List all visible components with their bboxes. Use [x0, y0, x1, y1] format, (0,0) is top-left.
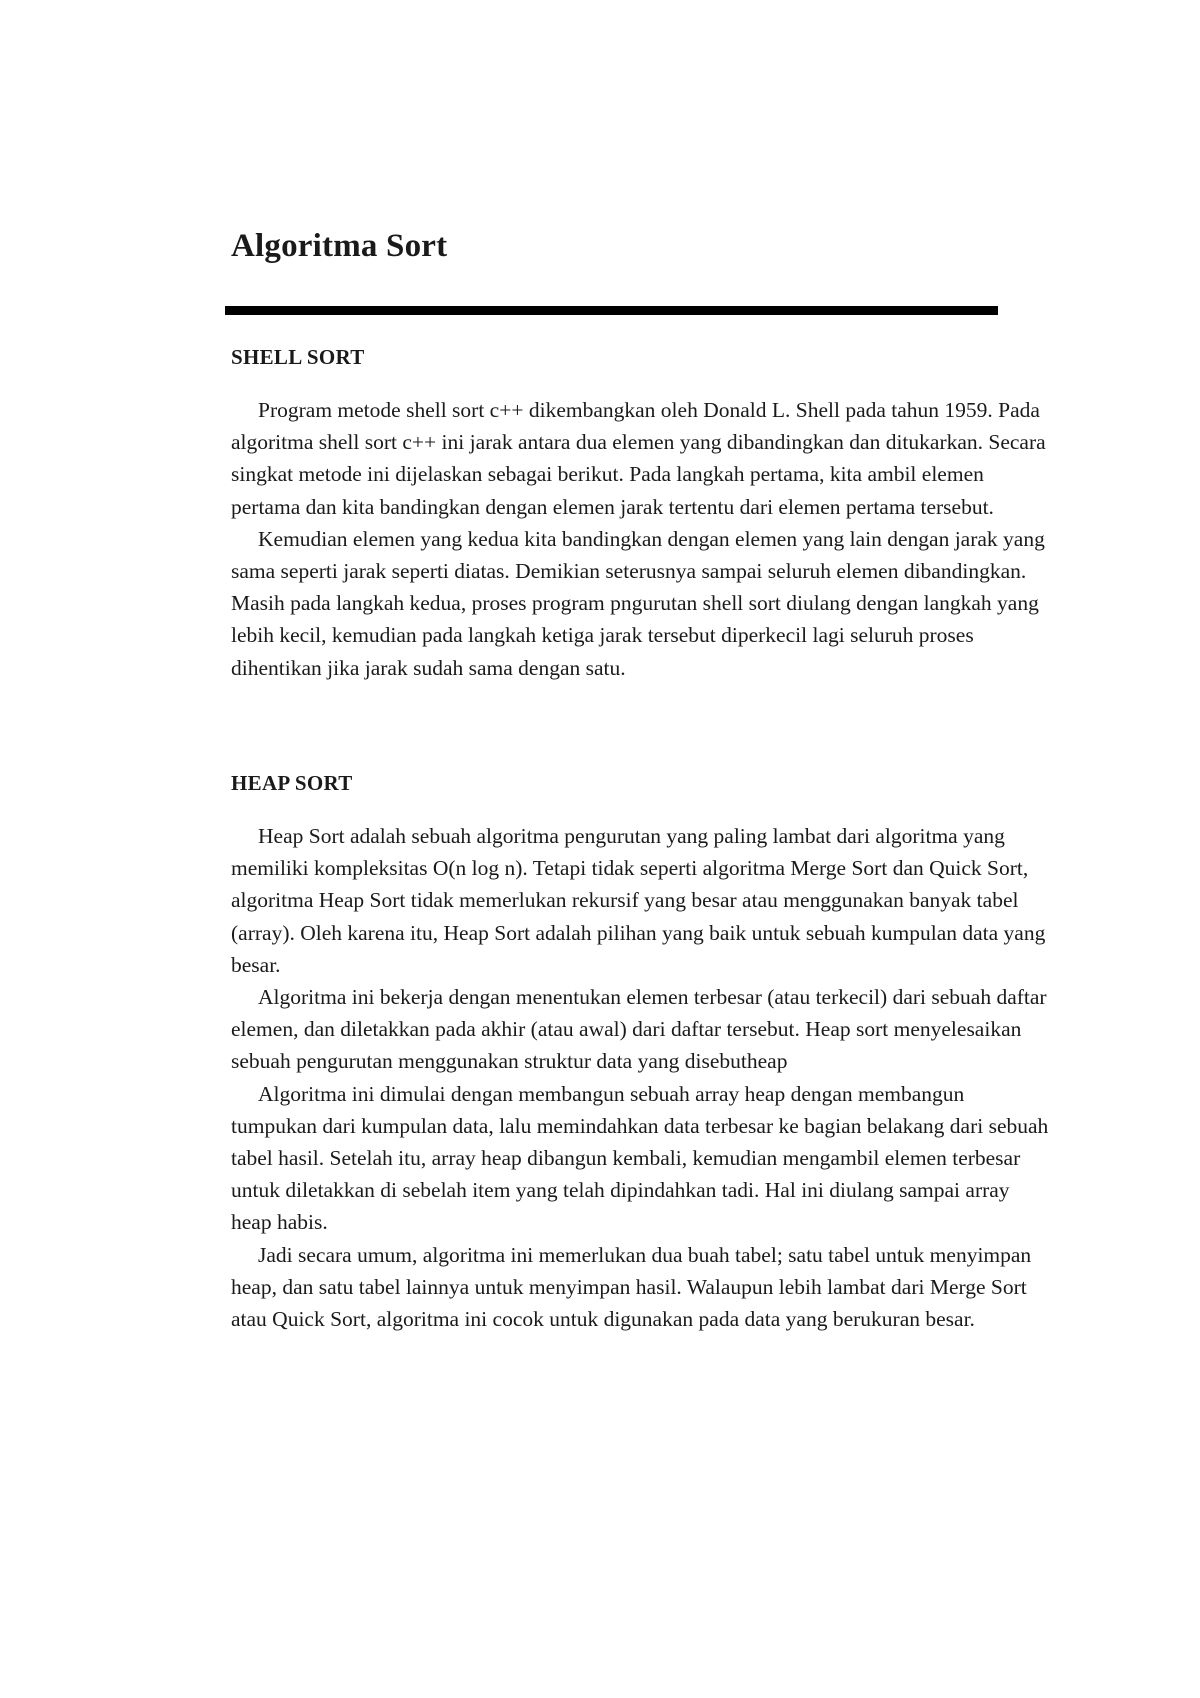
title-divider — [225, 306, 998, 315]
section-body-shell-sort — [231, 394, 1051, 684]
paragraph: Program metode shell sort c++ dikembangkan oleh Donald L. Shell pada tahun 1959. Pada algoritma shell sort c++ ini jarak antara dua elemen yang dibandingkan dan ditukarkan. Secara singkat metode ini dijelaskan sebagai berikut. Pada langkah pertama, kita ambil elemen pertama dan kita bandingkan dengan elemen jarak tertentu dari elemen pertama tersebut. — [231, 398, 1046, 519]
page-title: Algoritma Sort — [231, 228, 448, 264]
paragraph: Heap Sort adalah sebuah algoritma pengurutan yang paling lambat dari algoritma yang memiliki kompleksitas O(n log n). Tetapi tidak seperti algoritma Merge Sort dan Quick Sort, algoritma Heap Sort tidak memerlukan rekursif yang besar atau menggunakan banyak tabel (array). Oleh karena itu, Heap Sort adalah pilihan yang baik untuk sebuah kumpulan data yang besar. — [231, 824, 1046, 977]
paragraph: Algoritma ini dimulai dengan membangun sebuah array heap dengan membangun tumpukan dari kumpulan data, lalu memindahkan data terbesar ke bagian belakang dari sebuah tabel hasil. Setelah itu, array heap dibangun kembali, kemudian mengambil elemen terbesar untuk diletakkan di sebelah item yang telah dipindahkan tadi. Hal ini diulang sampai array heap habis. — [231, 1081, 1049, 1235]
paragraph: Jadi secara umum, algoritma ini memerlukan dua buah tabel; satu tabel untuk menyimpan heap, dan satu tabel lainnya untuk menyimpan hasil. Walaupun lebih lambat dari Merge Sort atau Quick Sort, algoritma ini cocok untuk digunakan pada data yang berukuran besar. — [231, 1242, 1032, 1332]
section-heading-shell-sort: SHELL SORT — [231, 345, 365, 369]
paragraph: Algoritma ini bekerja dengan menentukan elemen terbesar (atau terkecil) dari sebuah daftar elemen, dan diletakkan pada akhir (atau awal) dari daftar tersebut. Heap sort menyelesaikan sebuah pengurutan menggunakan struktur data yang disebutheap — [231, 985, 1047, 1074]
section-heading-heap-sort: HEAP SORT — [231, 771, 353, 795]
section-body-heap-sort — [231, 820, 1051, 1335]
paragraph: Kemudian elemen yang kedua kita bandingkan dengan elemen yang lain dengan jarak yang sama seperti jarak seperti diatas. Demikian seterusnya sampai seluruh elemen dibandingkan. Masih pada langkah kedua, proses program pngurutan shell sort diulang dengan langkah yang lebih kecil, kemudian pada langkah ketiga jarak tersebut diperkecil lagi seluruh proses dihentikan jika jarak sudah sama dengan satu. — [231, 526, 1045, 680]
